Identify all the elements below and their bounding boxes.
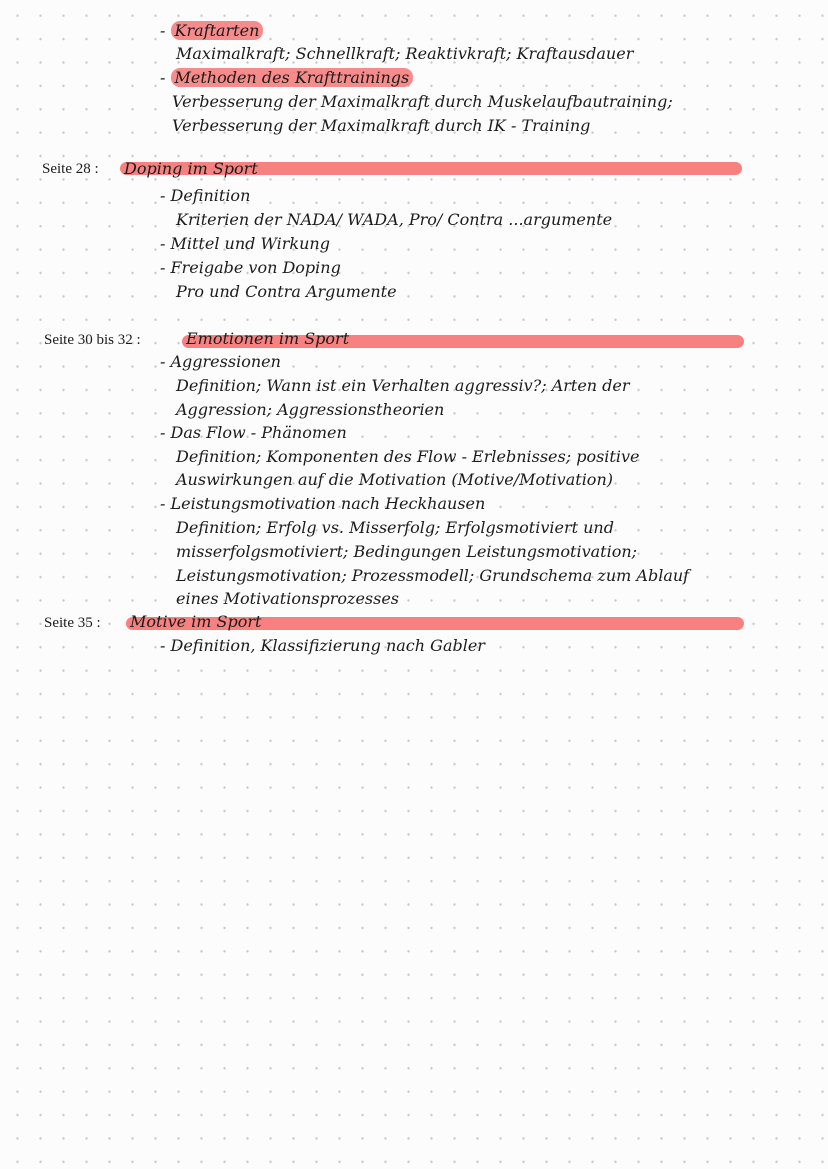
list-detail: Kriterien der NADA/ WADA, Pro/ Contra ...argumente [176, 210, 613, 229]
list-detail: Pro und Contra Argumente [176, 282, 397, 301]
section-title-motive: Motive im Sport [130, 612, 262, 631]
page-reference: Seite 30 bis 32 : [44, 332, 141, 348]
section-title-emotionen: Emotionen im Sport [186, 329, 350, 348]
list-item: - Mittel und Wirkung [160, 234, 330, 253]
list-detail: Verbesserung der Maximalkraft durch IK - Training [172, 116, 591, 135]
list-detail: Definition; Erfolg vs. Misserfolg; Erfolgsmotiviert und [176, 518, 614, 537]
list-detail: misserfolgsmotiviert; Bedingungen Leistungsmotivation; [176, 542, 638, 561]
list-detail: Verbesserung der Maximalkraft durch Muskelaufbautraining; [172, 92, 673, 111]
list-item-methoden: - Methoden des Krafttrainings [160, 67, 413, 89]
list-item: - Das Flow - Phänomen [160, 423, 347, 442]
list-detail: Auswirkungen auf die Motivation (Motive/Motivation) [176, 470, 613, 489]
page-reference: Seite 35 : [44, 615, 101, 631]
list-item: - Leistungsmotivation nach Heckhausen [160, 494, 486, 513]
section-title-doping: Doping im Sport [124, 159, 258, 178]
list-detail: Leistungsmotivation; Prozessmodell; Grundschema zum Ablauf [176, 566, 690, 585]
list-detail: Maximalkraft; Schnellkraft; Reaktivkraft; Kraftausdauer [176, 44, 634, 63]
list-item: - Definition, Klassifizierung nach Gabler [160, 636, 485, 655]
list-detail: Aggression; Aggressionstheorien [176, 400, 445, 419]
list-detail: eines Motivationsprozesses [176, 589, 400, 608]
list-item-kraftarten: - Kraftarten [160, 20, 263, 42]
highlighted-heading-methoden: Methoden des Krafttrainings [171, 68, 414, 87]
list-item: - Aggressionen [160, 352, 281, 371]
list-detail: Definition; Wann ist ein Verhalten aggressiv?; Arten der [176, 376, 630, 395]
list-item: - Definition [160, 186, 251, 205]
list-detail: Definition; Komponenten des Flow - Erlebnisses; positive [176, 447, 640, 466]
highlighted-heading-kraftarten: Kraftarten [171, 21, 264, 40]
list-item: - Freigabe von Doping [160, 258, 341, 277]
page-reference: Seite 28 : [42, 161, 99, 177]
